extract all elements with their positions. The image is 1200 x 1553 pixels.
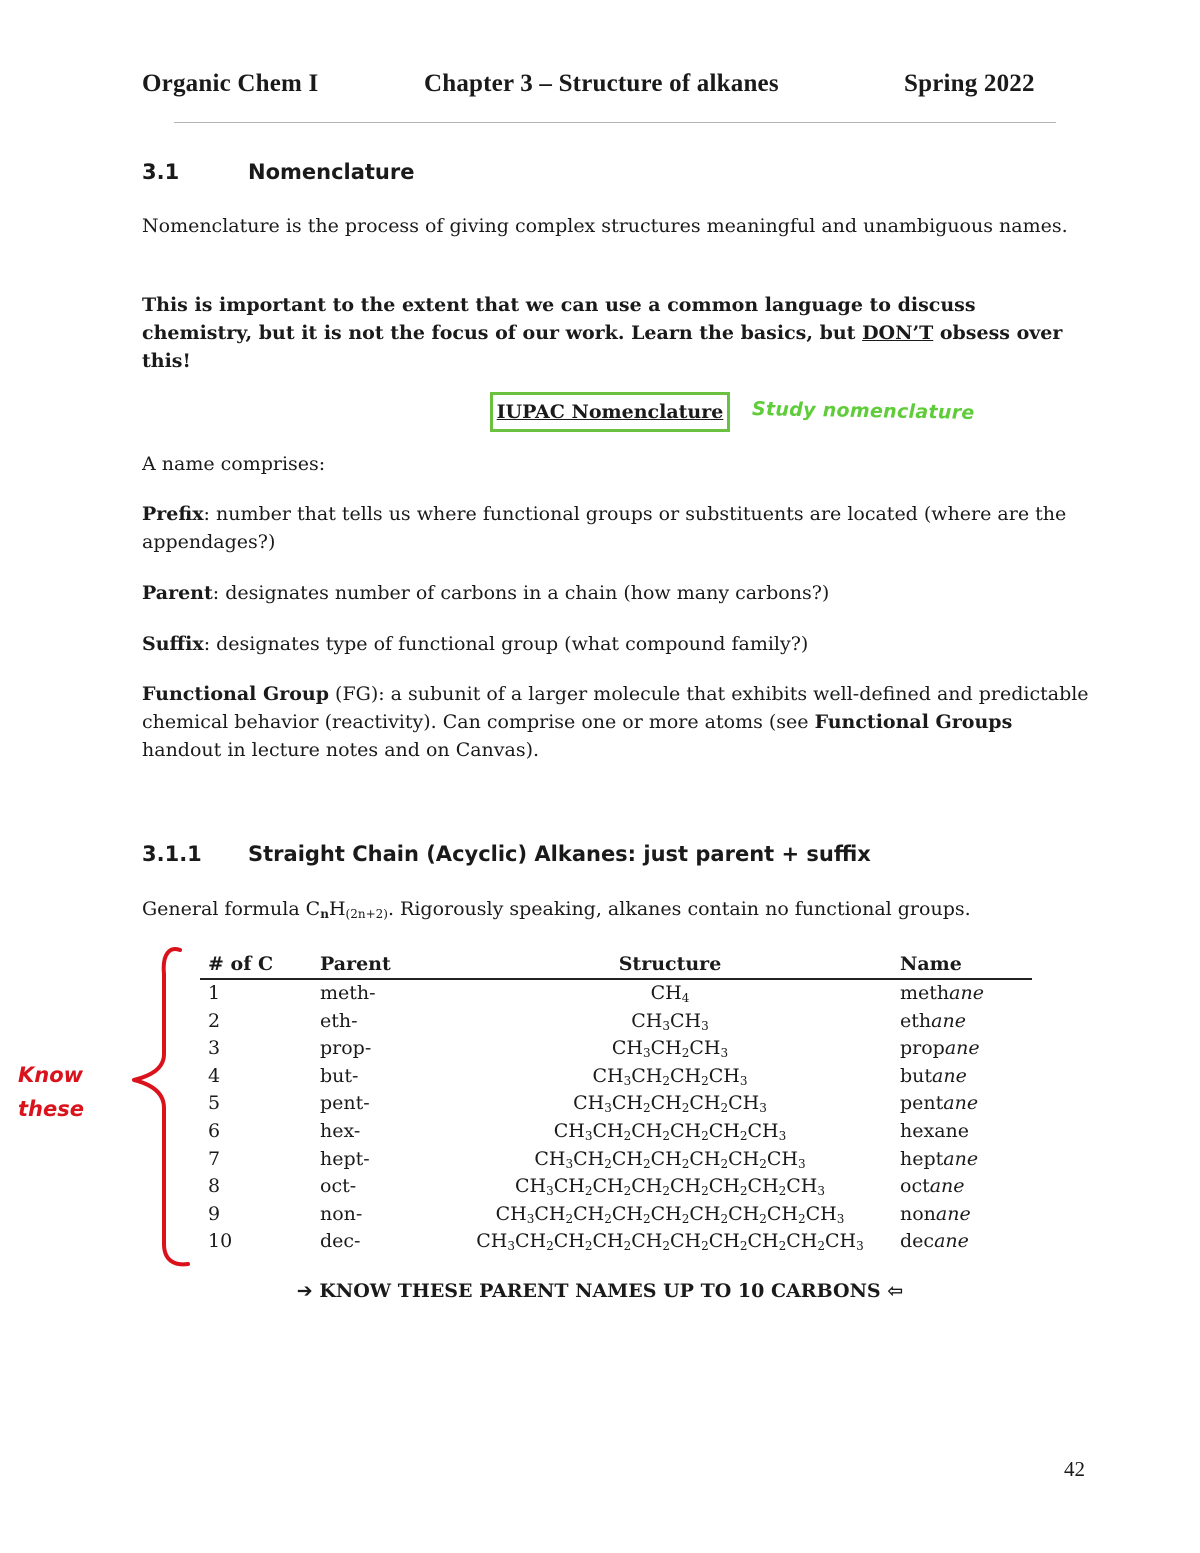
section-title: Straight Chain (Acyclic) Alkanes: just parent + suffix bbox=[248, 842, 871, 866]
header-structure: Structure bbox=[618, 953, 722, 975]
important-text-1: This is important to the extent that we can use a common language to discuss chemistry, but it is not the focus of our work. Learn the basics, but bbox=[142, 294, 976, 344]
table-row bbox=[200, 1063, 1032, 1091]
alkane-name bbox=[900, 1090, 978, 1118]
alkane-name bbox=[900, 1008, 966, 1036]
header-parent: Parent bbox=[320, 953, 391, 975]
carbon-count: 10 bbox=[208, 1230, 233, 1253]
formula-h: H bbox=[328, 898, 346, 920]
structure-formula: $CH_3CH_2CH_2CH_2CH_2CH_3$ bbox=[553, 1119, 787, 1143]
iupac-nomenclature-link-box[interactable] bbox=[490, 392, 730, 432]
carbon-count: 5 bbox=[208, 1092, 221, 1115]
definition-parent-text: : designates number of carbons in a chain (how many carbons?) bbox=[212, 582, 830, 604]
name-stem: meth bbox=[900, 982, 950, 1004]
formula-rest: . Rigorously speaking, alkanes contain no functional groups. bbox=[387, 898, 971, 920]
handwritten-these: these bbox=[18, 1097, 84, 1121]
handwritten-know-these bbox=[18, 1058, 118, 1126]
table-row bbox=[200, 1035, 1032, 1063]
intro-paragraph: Nomenclature is the process of giving complex structures meaningful and unambiguous names. bbox=[142, 215, 1068, 237]
section-number: 3.1.1 bbox=[142, 842, 202, 866]
name-stem: non bbox=[900, 1202, 936, 1225]
arrow-left-icon: ⇦ bbox=[887, 1280, 904, 1302]
table-row bbox=[200, 1146, 1032, 1174]
iupac-nomenclature-link[interactable]: IUPAC Nomenclature bbox=[496, 401, 724, 423]
carbon-count: 1 bbox=[208, 982, 221, 1004]
alkane-name bbox=[900, 1063, 967, 1091]
know-these-text: KNOW THESE PARENT NAMES UP TO 10 CARBONS bbox=[319, 1280, 881, 1302]
name-stem: dec bbox=[900, 1230, 935, 1253]
name-suffix: ane bbox=[944, 1037, 980, 1060]
name-stem: prop bbox=[900, 1037, 945, 1060]
name-suffix: ane bbox=[943, 1092, 979, 1115]
definition-fg-text-1: (FG): a subunit of a larger molecule that exhibits well-defined and predictable chemical behavior (reactivity). Can comprise one or more atoms (see bbox=[142, 683, 1089, 733]
structure-formula: $CH_3CH_2CH_3$ bbox=[611, 1037, 729, 1061]
term-prefix: Prefix bbox=[142, 503, 204, 525]
alkane-name bbox=[900, 1118, 969, 1146]
name-comprises: A name comprises: bbox=[142, 453, 326, 475]
parent-prefix: dec- bbox=[320, 1230, 361, 1253]
parent-prefix: meth- bbox=[320, 982, 376, 1004]
section-number: 3.1 bbox=[142, 160, 180, 184]
alkane-table bbox=[200, 952, 1032, 1256]
definition-parent bbox=[142, 579, 1082, 607]
name-suffix: ane bbox=[934, 1230, 969, 1253]
name-suffix: ane bbox=[929, 1175, 965, 1198]
header-course: Organic Chem I bbox=[142, 70, 319, 97]
structure-formula: $CH_3CH_2CH_2CH_2CH_2CH_2CH_2CH_3$ bbox=[515, 1175, 825, 1199]
structure-formula: $CH_3CH_3$ bbox=[631, 1009, 709, 1033]
parent-prefix: non- bbox=[320, 1202, 363, 1225]
term-suffix: Suffix bbox=[142, 633, 204, 655]
parent-prefix: but- bbox=[320, 1064, 359, 1087]
parent-prefix: prop- bbox=[320, 1037, 372, 1060]
table-row bbox=[200, 1118, 1032, 1146]
term-functional-groups-handout: Functional Groups bbox=[814, 711, 1013, 733]
name-suffix: ane bbox=[931, 1009, 966, 1032]
know-these-banner bbox=[0, 1280, 1200, 1302]
carbon-count: 9 bbox=[208, 1202, 221, 1225]
carbon-count: 6 bbox=[208, 1119, 221, 1142]
structure-formula: $CH_4$ bbox=[650, 982, 690, 1005]
definition-fg-text-2: handout in lecture notes and on Canvas). bbox=[142, 739, 540, 761]
formula-subscript: (2n+2) bbox=[345, 907, 388, 921]
definition-prefix-text: : number that tells us where functional groups or substituents are located (where are the appendages?) bbox=[142, 503, 1067, 553]
table-row bbox=[200, 1008, 1032, 1036]
structure-formula: $CH_3CH_2CH_2CH_2CH_2CH_2CH_2CH_2CH_2CH_3$ bbox=[476, 1230, 864, 1254]
header-chapter: Chapter 3 – Structure of alkanes bbox=[424, 70, 779, 97]
important-dont: DON’T bbox=[862, 322, 934, 344]
table-header bbox=[200, 952, 1032, 980]
carbon-count: 4 bbox=[208, 1064, 221, 1087]
header-divider bbox=[174, 122, 1056, 123]
carbon-count: 3 bbox=[208, 1037, 221, 1060]
name-stem: eth bbox=[900, 1009, 932, 1032]
name-stem: oct bbox=[900, 1175, 930, 1198]
structure-formula: $CH_3CH_2CH_2CH_2CH_2CH_2CH_3$ bbox=[534, 1147, 806, 1171]
header-term: Spring 2022 bbox=[904, 70, 1035, 97]
formula-text: General formula C bbox=[142, 898, 321, 920]
table-row bbox=[200, 1090, 1032, 1118]
general-formula bbox=[142, 895, 1082, 928]
parent-prefix: hept- bbox=[320, 1147, 370, 1170]
definition-suffix-text: : designates type of functional group (what compound family?) bbox=[203, 633, 809, 655]
structure-formula: $CH_3CH_2CH_2CH_3$ bbox=[592, 1064, 748, 1088]
definition-functional-group bbox=[142, 680, 1092, 764]
name-suffix: ane bbox=[949, 982, 984, 1004]
alkane-name bbox=[900, 1201, 971, 1229]
term-parent: Parent bbox=[142, 582, 213, 604]
parent-prefix: eth- bbox=[320, 1009, 358, 1032]
alkane-name bbox=[900, 1173, 965, 1201]
page-number: 42 bbox=[1064, 1457, 1085, 1481]
carbon-count: 7 bbox=[208, 1147, 221, 1170]
table-row bbox=[200, 980, 1032, 1008]
name-stem: but bbox=[900, 1064, 933, 1087]
alkane-name bbox=[900, 1228, 969, 1256]
table-row bbox=[200, 1201, 1032, 1229]
header-num-carbons: # of C bbox=[208, 953, 274, 975]
header-name: Name bbox=[900, 953, 962, 975]
carbon-count: 8 bbox=[208, 1175, 221, 1198]
name-stem: pent bbox=[900, 1092, 944, 1115]
red-brace-icon bbox=[128, 944, 194, 1270]
handwritten-know: Know bbox=[18, 1063, 84, 1087]
table-row bbox=[200, 1173, 1032, 1201]
term-functional-group: Functional Group bbox=[142, 683, 329, 705]
name-suffix: ane bbox=[932, 1064, 967, 1087]
name-suffix: ane bbox=[943, 1147, 979, 1170]
table-body bbox=[200, 980, 1032, 1256]
alkane-name bbox=[900, 1035, 980, 1063]
table-row bbox=[200, 1228, 1032, 1256]
important-text-2: obsess over this! bbox=[142, 322, 1063, 372]
name-stem: hept bbox=[900, 1147, 944, 1170]
structure-formula: $CH_3CH_2CH_2CH_2CH_2CH_2CH_2CH_2CH_3$ bbox=[495, 1202, 845, 1226]
name-suffix: ane bbox=[935, 1202, 971, 1225]
parent-prefix: pent- bbox=[320, 1092, 370, 1115]
section-title: Nomenclature bbox=[248, 160, 415, 184]
handwritten-study-note: Study nomenclature bbox=[751, 398, 975, 424]
definition-prefix bbox=[142, 500, 1082, 556]
parent-prefix: oct- bbox=[320, 1175, 357, 1198]
formula-n: n bbox=[320, 907, 329, 921]
carbon-count: 2 bbox=[208, 1009, 221, 1032]
alkane-name bbox=[900, 980, 984, 1008]
alkane-name bbox=[900, 1146, 978, 1174]
name-stem: hexane bbox=[900, 1119, 970, 1142]
arrow-right-icon: ➔ bbox=[296, 1280, 313, 1302]
parent-prefix: hex- bbox=[320, 1119, 361, 1142]
definition-suffix bbox=[142, 630, 1082, 658]
important-note bbox=[142, 291, 1082, 375]
structure-formula: $CH_3CH_2CH_2CH_2CH_3$ bbox=[573, 1092, 767, 1116]
